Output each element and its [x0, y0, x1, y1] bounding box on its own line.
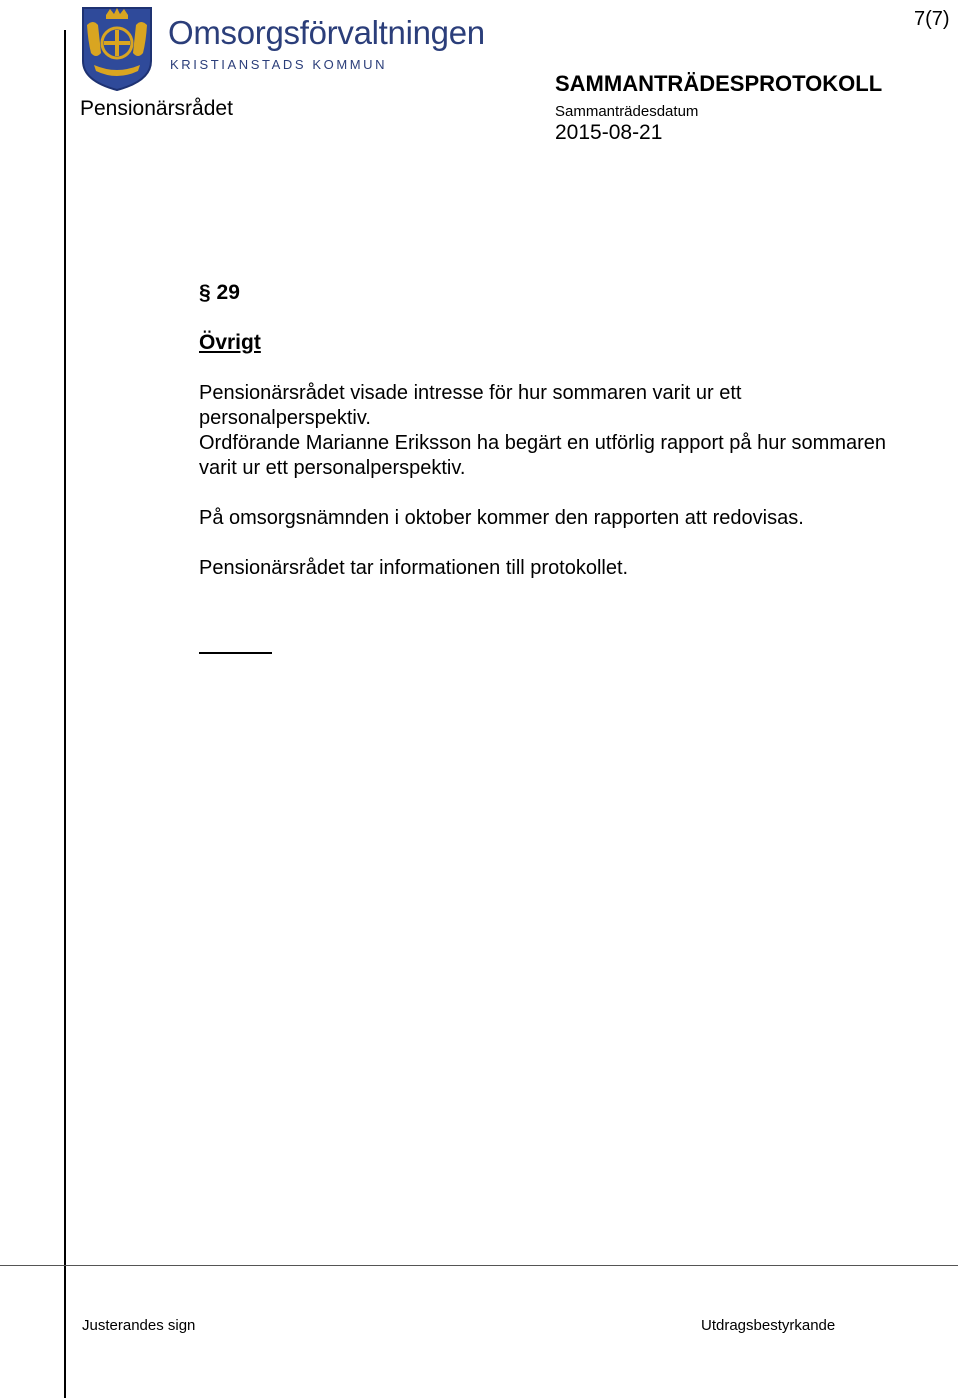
document-title: SAMMANTRÄDESPROTOKOLL: [555, 71, 883, 96]
body-line: Pensionärsrådet visade intresse för hur sommaren varit ur ett: [199, 382, 742, 404]
paragraph-number: [199, 281, 240, 305]
left-margin-rule: [64, 30, 66, 1398]
meeting-date-label: Sammanträdesdatum: [555, 103, 699, 120]
section-heading: Övrigt: [199, 331, 261, 354]
body-line: varit ur ett personalperspektiv.: [199, 457, 466, 479]
footer-adjuster-signature-label: Justerandes sign: [82, 1317, 196, 1334]
section-end-rule: [199, 652, 272, 654]
committee-name: Pensionärsrådet: [80, 97, 233, 120]
body-line: personalperspektiv.: [199, 407, 371, 429]
body-line: På omsorgsnämnden i oktober kommer den rapporten att redovisas.: [199, 507, 804, 529]
section-sign: §: [199, 281, 211, 304]
paragraph-number-value: 29: [216, 281, 240, 304]
organization-subtitle: KRISTIANSTADS KOMMUN: [170, 57, 388, 72]
body-line: Ordförande Marianne Eriksson ha begärt en utförlig rapport på hur sommaren: [199, 432, 887, 454]
body-line: Pensionärsrådet tar informationen till protokollet.: [199, 557, 629, 579]
kristianstad-coat-of-arms-icon: [80, 5, 154, 91]
meeting-date-value: 2015-08-21: [555, 121, 663, 144]
page-number: 7(7): [914, 8, 950, 30]
organization-name: Omsorgsförvaltningen: [168, 14, 485, 51]
footer-extract-certification-label: Utdragsbestyrkande: [701, 1317, 836, 1334]
footer-divider: [0, 1265, 958, 1266]
